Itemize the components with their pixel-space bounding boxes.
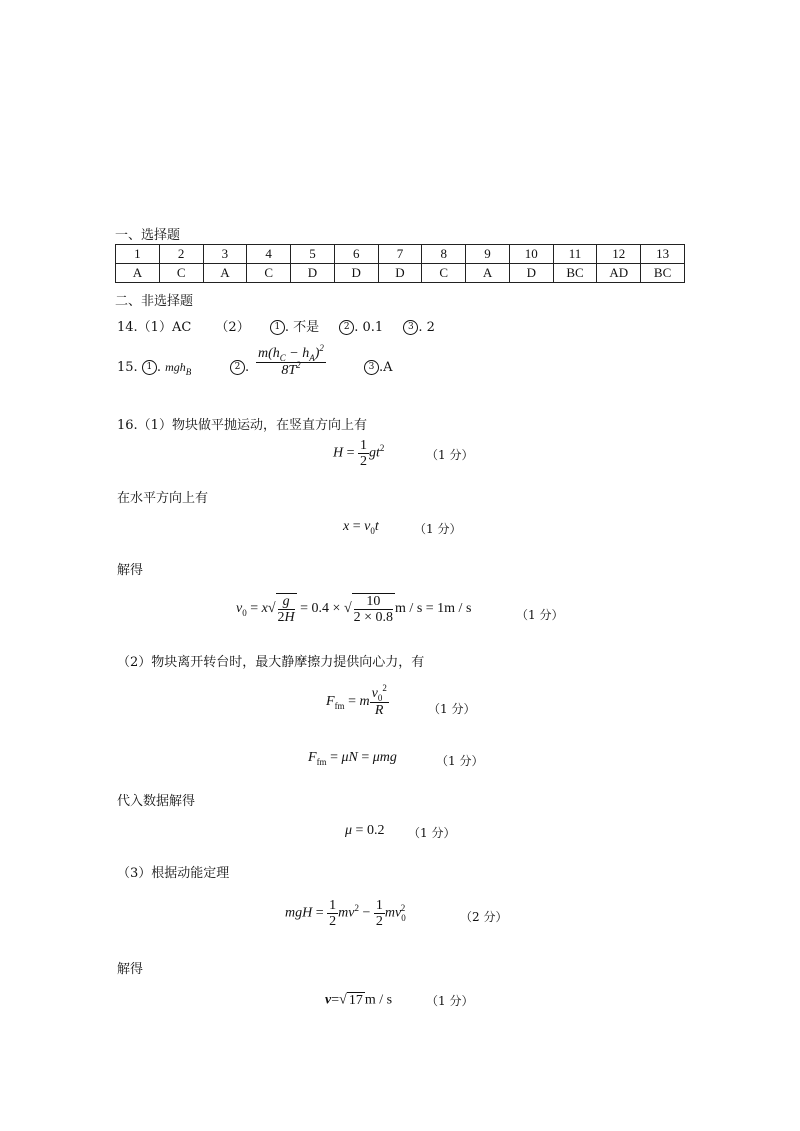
q15-formula-1: mgh$_B$ [165, 360, 192, 377]
table-cell: 7 [378, 245, 422, 264]
equation-v: v=√ 17 m / s [325, 992, 393, 1008]
table-cell: BC [553, 264, 597, 283]
q14-a2: 0.1 [362, 320, 384, 335]
table-cell: 6 [334, 245, 378, 264]
table-cell: C [159, 264, 203, 283]
table-cell: 10 [509, 245, 553, 264]
circled-three-icon: 3 [403, 320, 418, 335]
equation-centripetal: $F_{fm} = m$ $\frac{v_0^2}{R}$ [326, 683, 387, 718]
score-label: （1 分） [414, 522, 462, 536]
table-cell: 13 [641, 245, 685, 264]
q16-intro: 16.（1）物块做平抛运动，在竖直方向上有 [117, 418, 367, 433]
q14-part2: （2） [215, 320, 250, 335]
question-number-row [116, 245, 685, 264]
section-title-nonchoice: 二、非选择题 [115, 294, 194, 309]
q14-answer: 14.（1）AC （2） 1 . 不是 2 . 0.1 3 . 2 [117, 320, 435, 335]
circled-two-icon: 2 [339, 320, 354, 335]
q14-a3: 2 [426, 320, 435, 335]
v0-value: 1m / s [437, 601, 472, 617]
q16-horizontal: 在水平方向上有 [117, 491, 209, 506]
q15-label: 15. [117, 360, 138, 375]
circled-three-icon: 3 [364, 360, 379, 375]
table-cell: 5 [291, 245, 335, 264]
score-label: （1 分） [428, 702, 476, 716]
table-cell: A [466, 264, 510, 283]
q16-solve1: 解得 [117, 563, 144, 578]
circled-one-icon: 1 [142, 360, 157, 375]
score-label: （1 分） [408, 826, 456, 840]
table-cell: A [116, 264, 160, 283]
q15-answer: 15. 1 . mgh$_B$ [117, 360, 192, 377]
table-cell: 12 [597, 245, 641, 264]
table-cell: 2 [159, 245, 203, 264]
v-value: 17 [348, 993, 363, 1008]
section-title-choice: 一、选择题 [115, 228, 181, 243]
score-label: （2 分） [460, 910, 508, 924]
table-cell: D [291, 264, 335, 283]
equation-energy: mgH = $\frac{1}{2}$ $mv^2$ − $\frac{1}{2}$ $mv_0^2$ [285, 898, 406, 929]
score-label: （1 分） [426, 448, 474, 462]
table-cell: C [247, 264, 291, 283]
q14-a1: 不是 [293, 320, 320, 335]
circled-one-icon: 1 [270, 320, 285, 335]
table-cell: BC [641, 264, 685, 283]
q15-formula-2: $\frac{m(h_C - h_A)^2}{8T^2}$ [258, 343, 324, 378]
q16-solve2: 解得 [117, 962, 144, 977]
answer-table [115, 244, 685, 283]
table-cell: D [334, 264, 378, 283]
table-cell: 4 [247, 245, 291, 264]
score-label: （1 分） [516, 608, 564, 622]
table-cell: 3 [203, 245, 247, 264]
equation-friction: $F_{fm} = \mu N = \mu mg$ [308, 750, 397, 767]
score-label: （1 分） [436, 754, 484, 768]
equation-x: $x = v_0t$ [343, 519, 379, 536]
mu-value: 0.2 [366, 823, 385, 838]
equation-v0: $v_0 = x√$ $\frac{g}{2H}$ = 0.4 × √ $\frac{10}{2 \times 0.8}$ m / s = 1m / s [236, 594, 472, 625]
answer-row [116, 264, 685, 283]
table-cell: A [203, 264, 247, 283]
q16-part2: （2）物块离开转台时，最大静摩擦力提供向心力，有 [117, 655, 425, 670]
q16-substitute: 代入数据解得 [117, 794, 196, 809]
table-cell: AD [597, 264, 641, 283]
circled-two-icon: 2 [230, 360, 245, 375]
q15-a3: A [383, 360, 393, 375]
table-cell: 11 [553, 245, 597, 264]
equation-h: H = $\frac{1}{2}$ $gt^2$ [333, 438, 385, 469]
table-cell: 8 [422, 245, 466, 264]
table-cell: D [378, 264, 422, 283]
q14-label: 14.（1）AC [117, 320, 192, 335]
q16-part3: （3）根据动能定理 [117, 866, 230, 881]
table-cell: 9 [466, 245, 510, 264]
score-label: （1 分） [426, 994, 474, 1008]
table-cell: D [509, 264, 553, 283]
table-cell: C [422, 264, 466, 283]
equation-mu: μ = 0.2 [345, 823, 385, 838]
table-cell: 1 [116, 245, 160, 264]
